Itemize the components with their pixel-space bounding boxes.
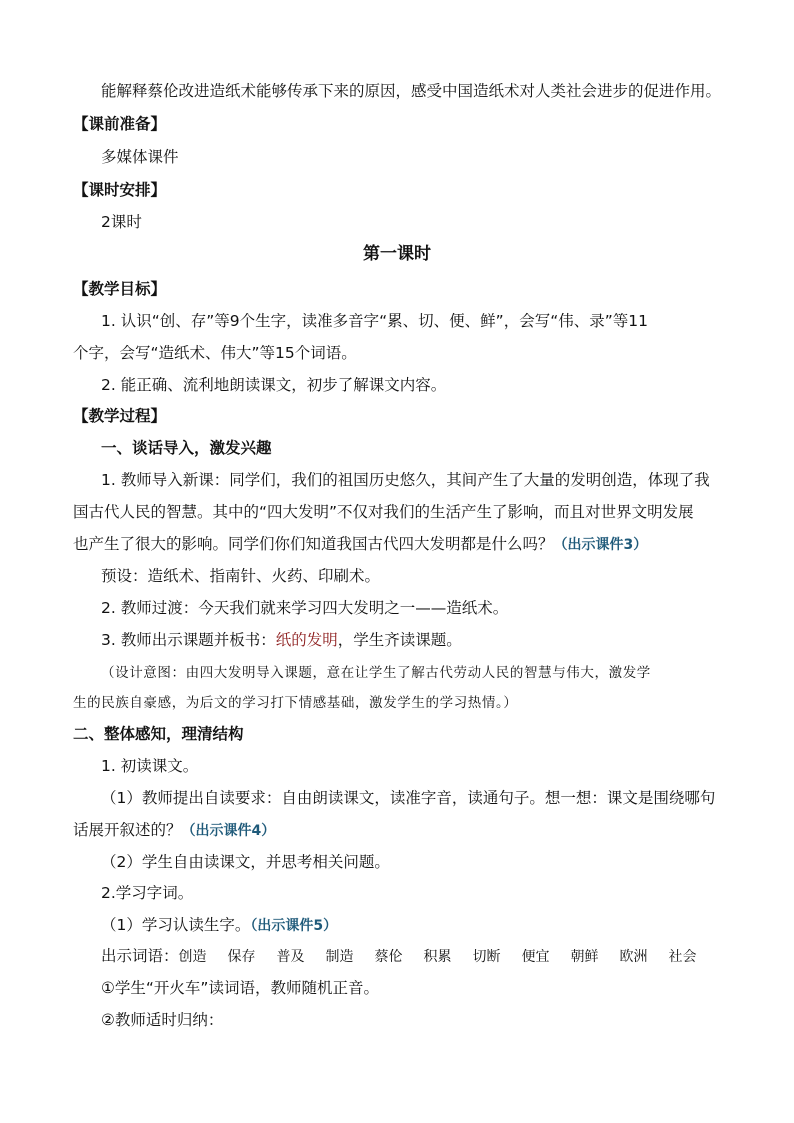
goal-1-line-2: 个字，会写“造纸术、伟大”等15个词语。	[73, 344, 357, 362]
courseware-cue-5: （出示课件5）	[250, 918, 338, 934]
vocabulary-word: 普及	[276, 949, 305, 965]
schedule-text: 2课时	[101, 213, 142, 231]
paragraph-1-line-2: 国古代人民的智慧。其中的“四大发明”不仅对我们的生活产生了影响，而且对世界文明发展	[73, 503, 694, 521]
paragraph-3-text-a: 3. 教师出示课题并板书：	[101, 631, 276, 649]
paragraph-2: 2. 教师过渡：今天我们就来学习四大发明之一——造纸术。	[101, 599, 509, 617]
vocabulary-word: 便宜	[521, 949, 550, 965]
step-1-1-text: 话展开叙述的？	[73, 821, 182, 839]
step-2: 2.学习字词。	[101, 884, 194, 902]
paragraph-1-line-3	[73, 533, 647, 556]
activity-2: ②教师适时归纳：	[101, 1011, 224, 1029]
objective-line: 能解释蔡伦改进造纸术能够传承下来的原因，感受中国造纸术对人类社会进步的促进作用。	[101, 82, 722, 100]
activity-1: ①学生“开火车”读词语，教师随机正音。	[101, 979, 379, 997]
heading-goals: 【教学目标】	[73, 280, 167, 298]
step-1-1-line-1: （1）教师提出自读要求：自由朗读课文，读准字音，读通句子。想一想：课文是围绕哪句	[101, 789, 716, 807]
section-2-heading: 二、整体感知，理清结构	[73, 725, 244, 743]
vocabulary-label: 出示词语：	[101, 947, 179, 965]
paragraph-3	[101, 629, 462, 651]
courseware-cue-4: （出示课件4）	[181, 823, 276, 839]
vocabulary-word: 制造	[325, 949, 354, 965]
heading-schedule: 【课时安排】	[73, 181, 167, 199]
design-note-line-1: （设计意图：由四大发明导入课题，意在让学生了解古代劳动人民的智慧与伟大，激发学	[101, 665, 651, 681]
preset-answer: 预设：造纸术、指南针、火药、印刷术。	[101, 567, 381, 585]
vocabulary-word: 积累	[423, 949, 452, 965]
paragraph-3-text-b: ，学生齐读课题。	[337, 631, 462, 649]
heading-process: 【教学过程】	[73, 407, 167, 425]
design-note-line-2: 生的民族自豪感，为后文的学习打下情感基础，激发学生的学习热情。）	[73, 695, 518, 711]
vocabulary-word: 保存	[227, 949, 256, 965]
vocabulary-word: 切断	[472, 949, 501, 965]
vocabulary-word: 社会	[668, 949, 697, 965]
heading-preparation: 【课前准备】	[73, 115, 167, 133]
vocabulary-word: 欧洲	[619, 949, 648, 965]
step-1-1-line-2	[73, 819, 275, 842]
section-1-heading: 一、谈话导入，激发兴趣	[101, 439, 272, 457]
vocabulary-list	[179, 949, 718, 965]
step-2-1-text: （1）学习认读生字。	[101, 916, 251, 934]
step-2-1	[101, 914, 337, 937]
vocabulary-word: 蔡伦	[374, 949, 403, 965]
preparation-text: 多媒体课件	[101, 148, 179, 166]
paragraph-1-line-1: 1. 教师导入新课：同学们，我们的祖国历史悠久，其间产生了大量的发明创造，体现了我	[101, 471, 710, 489]
step-1-2: （2）学生自由读课文，并思考相关问题。	[101, 853, 390, 871]
lesson-topic: 纸的发明	[275, 631, 338, 649]
goal-2: 2. 能正确、流利地朗读课文，初步了解课文内容。	[101, 376, 447, 394]
vocabulary-line	[101, 945, 718, 968]
lesson-title: 第一课时	[363, 244, 431, 264]
goal-1-line-1: 1. 认识“创、存”等9个生字，读准多音字“累、切、便、鲜”，会写“伟、录”等11	[101, 312, 648, 330]
courseware-cue-3: （出示课件3）	[553, 537, 648, 553]
step-1: 1. 初读课文。	[101, 757, 199, 775]
paragraph-1-text: 也产生了很大的影响。同学们你们知道我国古代四大发明都是什么吗？	[73, 535, 554, 553]
vocabulary-word: 朝鲜	[570, 949, 599, 965]
vocabulary-word: 创造	[178, 949, 207, 965]
